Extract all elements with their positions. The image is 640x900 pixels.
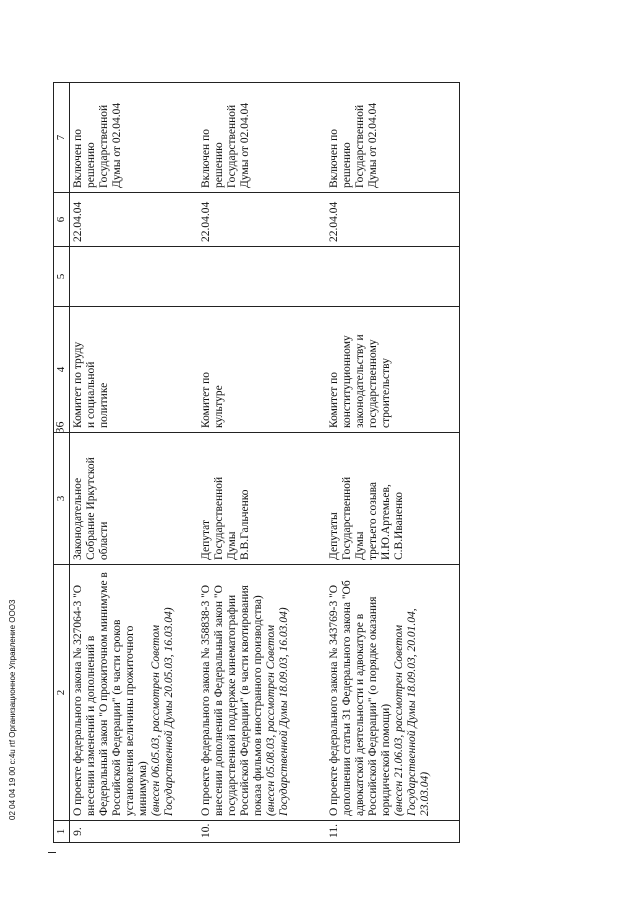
decision-cell [70, 83, 198, 193]
decision-cell [326, 83, 460, 193]
decision-line: решению [212, 142, 225, 188]
bill-title: О проекте федерального закона № 327064-3 "О внесении изменений и дополнений в Федеральный закон "О прожиточном минимуме в Российской Федерации" (в части сроков установления величины прожиточного минимума) [72, 572, 149, 816]
initiator-line: И.Ю.Артемьев, [379, 484, 392, 560]
decision-line: решению [340, 142, 353, 188]
decision-line: Государственной [225, 104, 238, 188]
column-number-row [54, 83, 70, 843]
column-5-cell [70, 247, 198, 307]
initiator-line: Думы [353, 531, 366, 560]
initiator-line: Законодательное [72, 477, 84, 560]
row-number: 9. [70, 821, 198, 843]
initiator-line: третьего созыва [366, 482, 379, 560]
footer-code-text: 02 04 04 19 00 c:4u rtf Организационное Управление ООО3 [8, 599, 17, 820]
bill-title: О проекте федерального закона № 358838-3 "О внесении дополнений в Федеральный закон "О государственной поддержке кинематографии Российской Федерации" (в части квотирования показа фильмов иностранного производства) [199, 584, 264, 816]
committee-line: и социальной [85, 361, 97, 428]
initiator-line: Думы [225, 531, 238, 560]
bill-submission-note: (внесен 05.08.03, рассмотрен Советом Государственной Думы 18.09.03, 16.03.04) [264, 607, 290, 816]
initiator-line: Государственной [212, 476, 225, 560]
decision-line: Государственной [353, 104, 366, 188]
bill-title: О проекте федерального закона № 343769-3 "О дополнении статьи 31 Федерального закона "Об адвокатской деятельности и адвокатуре в Российской Федерации" (о порядке оказания юридической помощи) [327, 580, 392, 816]
bill-description [198, 565, 326, 821]
column-5-cell [198, 247, 326, 307]
initiator-cell [326, 433, 460, 565]
committee-cell [326, 307, 460, 433]
committee-line: Комитет по [199, 372, 212, 428]
bill-description [70, 565, 198, 821]
initiator-line: Депутат [199, 520, 212, 560]
decision-line: Включен по [72, 129, 84, 188]
committee-cell [198, 307, 326, 433]
date-cell: 22.04.04 [198, 193, 326, 247]
table-row [70, 83, 198, 843]
bill-submission-note: (внесен 06.05.03, рассмотрен Советом Государственной Думы 20.05.03, 16.03.04) [150, 607, 175, 816]
committee-line: Комитет по труду [72, 341, 84, 428]
date-cell: 22.04.04 [70, 193, 198, 247]
agenda-table [53, 82, 460, 843]
decision-line: Включен по [327, 129, 340, 188]
committee-cell [70, 307, 198, 433]
row-number: 11. [326, 821, 460, 843]
decision-line: Думы от 02.04.04 [111, 102, 123, 188]
column-header: 1 [54, 821, 70, 843]
page-number: 36 [52, 421, 67, 434]
column-5-cell [326, 247, 460, 307]
initiator-line: С.В.Иваненко [392, 492, 405, 560]
initiator-cell [198, 433, 326, 565]
agenda-sheet [53, 83, 553, 843]
committee-line: Комитет по [327, 372, 340, 428]
initiator-line: Собрание Иркутской [85, 457, 97, 560]
column-header: 4 [54, 307, 70, 433]
decision-line: Думы от 02.04.04 [238, 102, 251, 188]
committee-line: государственному [366, 339, 379, 428]
bill-description [326, 565, 460, 821]
committee-line: строительству [379, 358, 392, 428]
row-number: 10. [198, 821, 326, 843]
crop-mark [48, 852, 56, 853]
initiator-line: области [98, 521, 110, 560]
decision-line: Государственной [98, 104, 110, 188]
initiator-line: Депутаты [327, 512, 340, 560]
table-row [326, 83, 460, 843]
committee-line: законодательству и [353, 334, 366, 428]
committee-line: политике [98, 382, 110, 428]
column-header: 5 [54, 247, 70, 307]
decision-line: Включен по [199, 129, 212, 188]
decision-line: решению [85, 142, 97, 188]
column-header: 6 [54, 193, 70, 247]
decision-cell [198, 83, 326, 193]
decision-line: Думы от 02.04.04 [366, 102, 379, 188]
bill-submission-note: (внесен 21.06.03, рассмотрен Советом Государственной Думы 18.09.03, 20.01.04, 23.03.04) [392, 608, 431, 816]
initiator-cell [70, 433, 198, 565]
column-header: 3 [54, 433, 70, 565]
committee-line: культуре [212, 385, 225, 428]
column-header: 7 [54, 83, 70, 193]
date-cell: 22.04.04 [326, 193, 460, 247]
initiator-line: Государственной [340, 476, 353, 560]
committee-line: конституционному [340, 335, 353, 428]
column-header: 2 [54, 565, 70, 821]
table-row [198, 83, 326, 843]
initiator-line: В.В.Гальченко [238, 489, 251, 560]
